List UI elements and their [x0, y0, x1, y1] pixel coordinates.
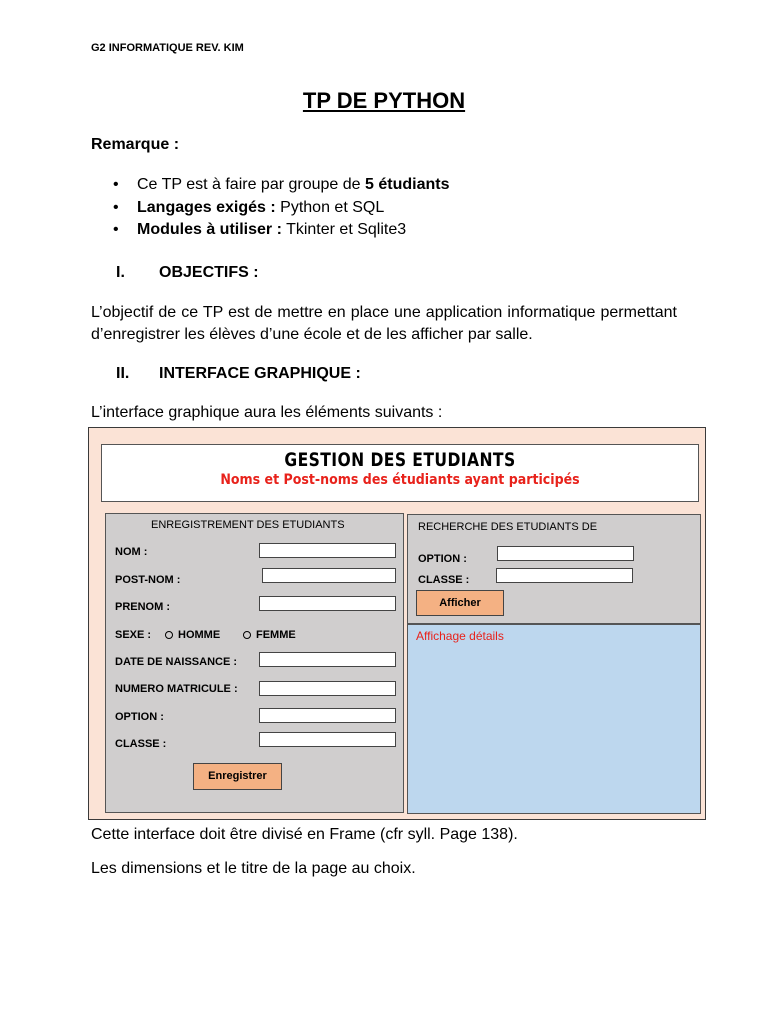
remark-list	[113, 174, 449, 242]
mockup-title-frame	[101, 444, 699, 502]
search-classe-label: CLASSE :	[418, 574, 470, 586]
femme-radio[interactable]	[243, 629, 296, 641]
list-item-label: Langages exigés :	[137, 198, 276, 216]
list-item	[113, 197, 449, 220]
naissance-input[interactable]	[259, 652, 396, 667]
section-title: OBJECTIFS :	[159, 264, 259, 281]
matricule-input[interactable]	[259, 681, 396, 696]
nom-label: NOM :	[115, 546, 148, 558]
search-option-label: OPTION :	[418, 553, 467, 565]
mockup-title: GESTION DES ETUDIANTS	[284, 449, 516, 471]
section-number: II.	[116, 365, 130, 382]
classe-input[interactable]	[259, 732, 396, 747]
section-paragraph: L’objectif de ce TP est de mettre en place une application informatique permettant d’enregistrer les élèves d’une école et de les afficher par salle.	[91, 304, 677, 343]
list-item-emphasis: 5 étudiants	[365, 176, 450, 193]
radio-circle-icon	[243, 631, 251, 639]
list-item-text: Ce TP est à faire par groupe de	[137, 176, 365, 193]
list-item	[113, 219, 449, 242]
search-classe-input[interactable]	[496, 568, 633, 583]
femme-radio-label: FEMME	[256, 629, 296, 641]
classe-label: CLASSE :	[115, 738, 167, 750]
radio-circle-icon	[165, 631, 173, 639]
section-title: INTERFACE GRAPHIQUE :	[159, 365, 361, 382]
display-frame	[407, 624, 701, 814]
page-title: TP DE PYTHON	[302, 88, 466, 113]
list-item	[113, 174, 449, 197]
homme-radio[interactable]	[165, 629, 220, 641]
list-item-text: Tkinter et Sqlite3	[281, 221, 407, 238]
section-heading-objectifs	[116, 264, 259, 282]
search-heading: RECHERCHE DES ETUDIANTS DE	[418, 521, 598, 533]
prenom-input[interactable]	[259, 596, 396, 611]
postnom-label: POST-NOM :	[115, 574, 181, 586]
list-item-label: Modules à utiliser :	[137, 221, 282, 238]
nom-input[interactable]	[259, 543, 396, 558]
section-heading-interface	[116, 365, 361, 383]
search-option-input[interactable]	[497, 546, 634, 561]
display-label: Affichage détails	[416, 629, 504, 643]
prenom-label: PRENOM :	[115, 601, 170, 613]
section-number: I.	[116, 264, 125, 281]
register-heading: ENREGISTREMENT DES ETUDIANTS	[151, 519, 345, 531]
naissance-label: DATE DE NAISSANCE :	[115, 656, 238, 668]
section-intro: L’interface graphique aura les éléments suivants :	[91, 404, 443, 421]
homme-radio-label: HOMME	[178, 629, 221, 641]
footer-line-frames: Cette interface doit être divisé en Frame (cfr syll. Page 138).	[91, 826, 518, 843]
enregistrer-button[interactable]: Enregistrer	[193, 763, 282, 790]
afficher-button[interactable]: Afficher	[416, 590, 504, 616]
footer-line-dimensions: Les dimensions et le titre de la page au choix.	[91, 860, 416, 877]
matricule-label: NUMERO MATRICULE :	[115, 683, 238, 695]
mockup-subtitle: Noms et Post-noms des étudiants ayant participés	[220, 472, 580, 488]
option-input[interactable]	[259, 708, 396, 723]
list-item-text: Python et SQL	[275, 198, 385, 216]
option-label: OPTION :	[115, 711, 164, 723]
remark-heading: Remarque :	[91, 136, 180, 153]
document-header: G2 INFORMATIQUE REV. KIM	[91, 42, 244, 54]
postnom-input[interactable]	[262, 568, 396, 583]
sexe-label: SEXE :	[115, 629, 152, 641]
